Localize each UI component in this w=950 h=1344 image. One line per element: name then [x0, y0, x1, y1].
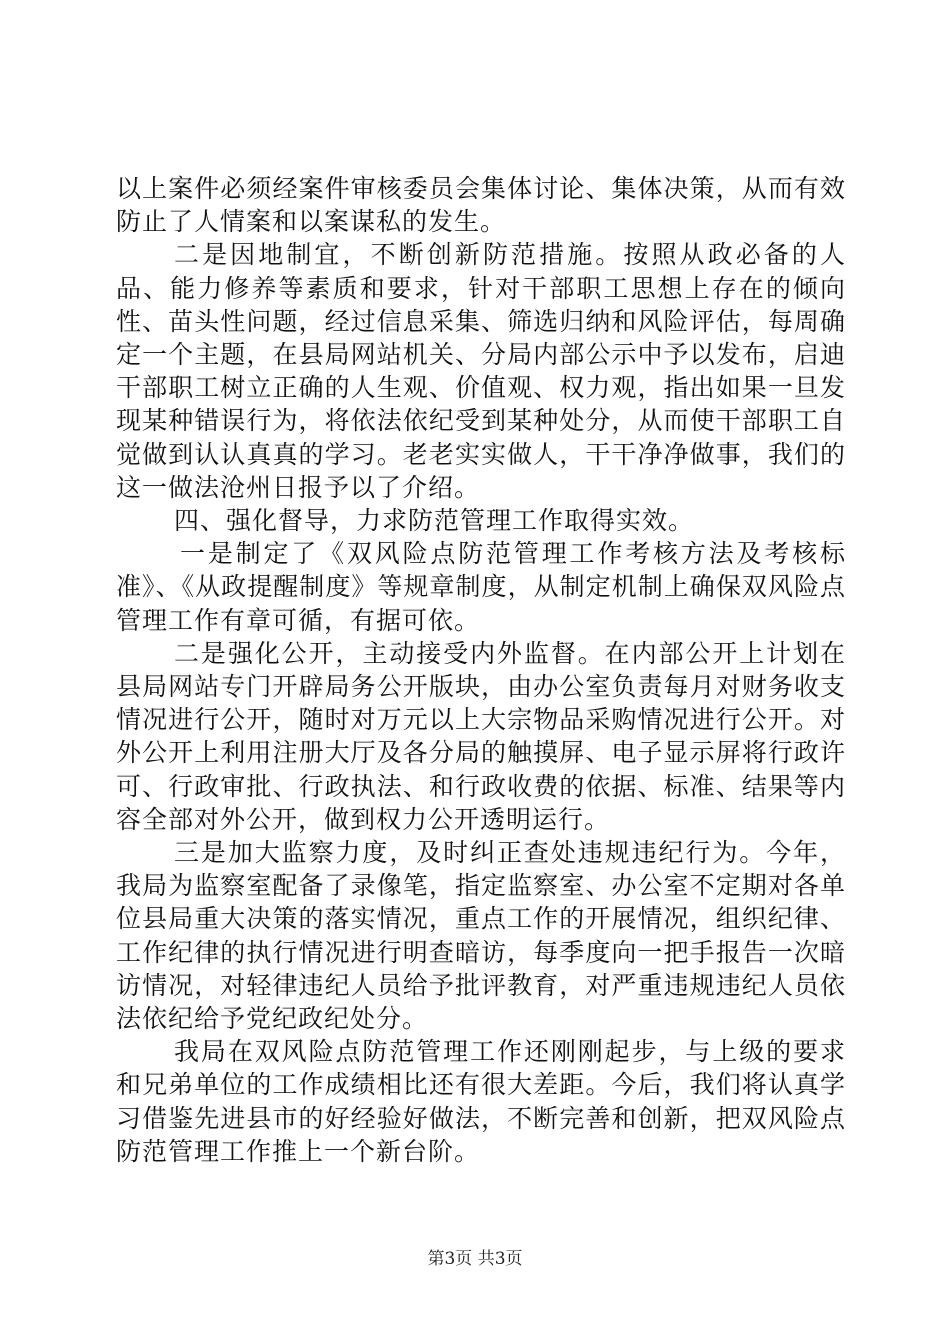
paragraph-rules-system: 一是制定了《双风险点防范管理工作考核方法及考核标准》、《从政提醒制度》等规章制度，从制定机制上确保双风险点管理工作有章可循，有据可依。 [116, 539, 846, 635]
paragraph-conclusion: 我局在双风险点防范管理工作还刚刚起步，与上级的要求和兄弟单位的工作成绩相比还有很大差距。今后，我们将认真学习借鉴先进县市的好经验好做法，不断完善和创新，把双风险点防范管理工作推上一个新台阶。 [116, 1037, 846, 1166]
paragraph-supervision: 三是加大监察力度，及时纠正查处违规违纪行为。今年，我局为监察室配备了录像笔，指定监察室、办公室不定期对各单位县局重大决策的落实情况，重点工作的开展情况，组织纪律、工作纪律的执行情况进行明查暗访，每季度向一把手报告一次暗访情况，对轻律违纪人员给予批评教育，对严重违规违纪人员依法依纪给予党纪政纪处分。 [116, 838, 846, 1034]
paragraph-prevention-measures: 二是因地制宜，不断创新防范措施。按照从政必备的人品、能力修养等素质和要求，针对干部职工思想上存在的倾向性、苗头性问题，经过信息采集、筛选归纳和风险评估，每周确定一个主题，在县局网站机关、分局内部公示中予以发布，启迪干部职工树立正确的人生观、价值观、权力观，指出如果一旦发现某种错误行为，将依法依纪受到某种处分，从而使干部职工自觉做到认认真真的学习。老老实实做人，干干净净做事，我们的这一做法沧州日报予以了介绍。 [116, 240, 846, 502]
document-body [116, 172, 846, 1168]
page-number-footer: 第3页 共3页 [427, 1249, 523, 1269]
paragraph-openness: 二是强化公开，主动接受内外监督。在内部公开上计划在县局网站专门开辟局务公开版块，由办公室负责每月对财务收支情况进行公开，随时对万元以上大宗物品采购情况进行公开。对外公开上利用注册大厅及各分局的触摸屏、电子显示屏将行政许可、行政审批、行政执法、和行政收费的依据、标准、结果等内容全部对外公开，做到权力公开透明运行。 [116, 638, 846, 834]
paragraph-section-four-heading: 四、强化督导，力求防范管理工作取得实效。 [174, 506, 695, 536]
paragraph-case-review: 以上案件必须经案件审核委员会集体讨论、集体决策，从而有效防止了人情案和以案谋私的发生。 [116, 174, 846, 237]
